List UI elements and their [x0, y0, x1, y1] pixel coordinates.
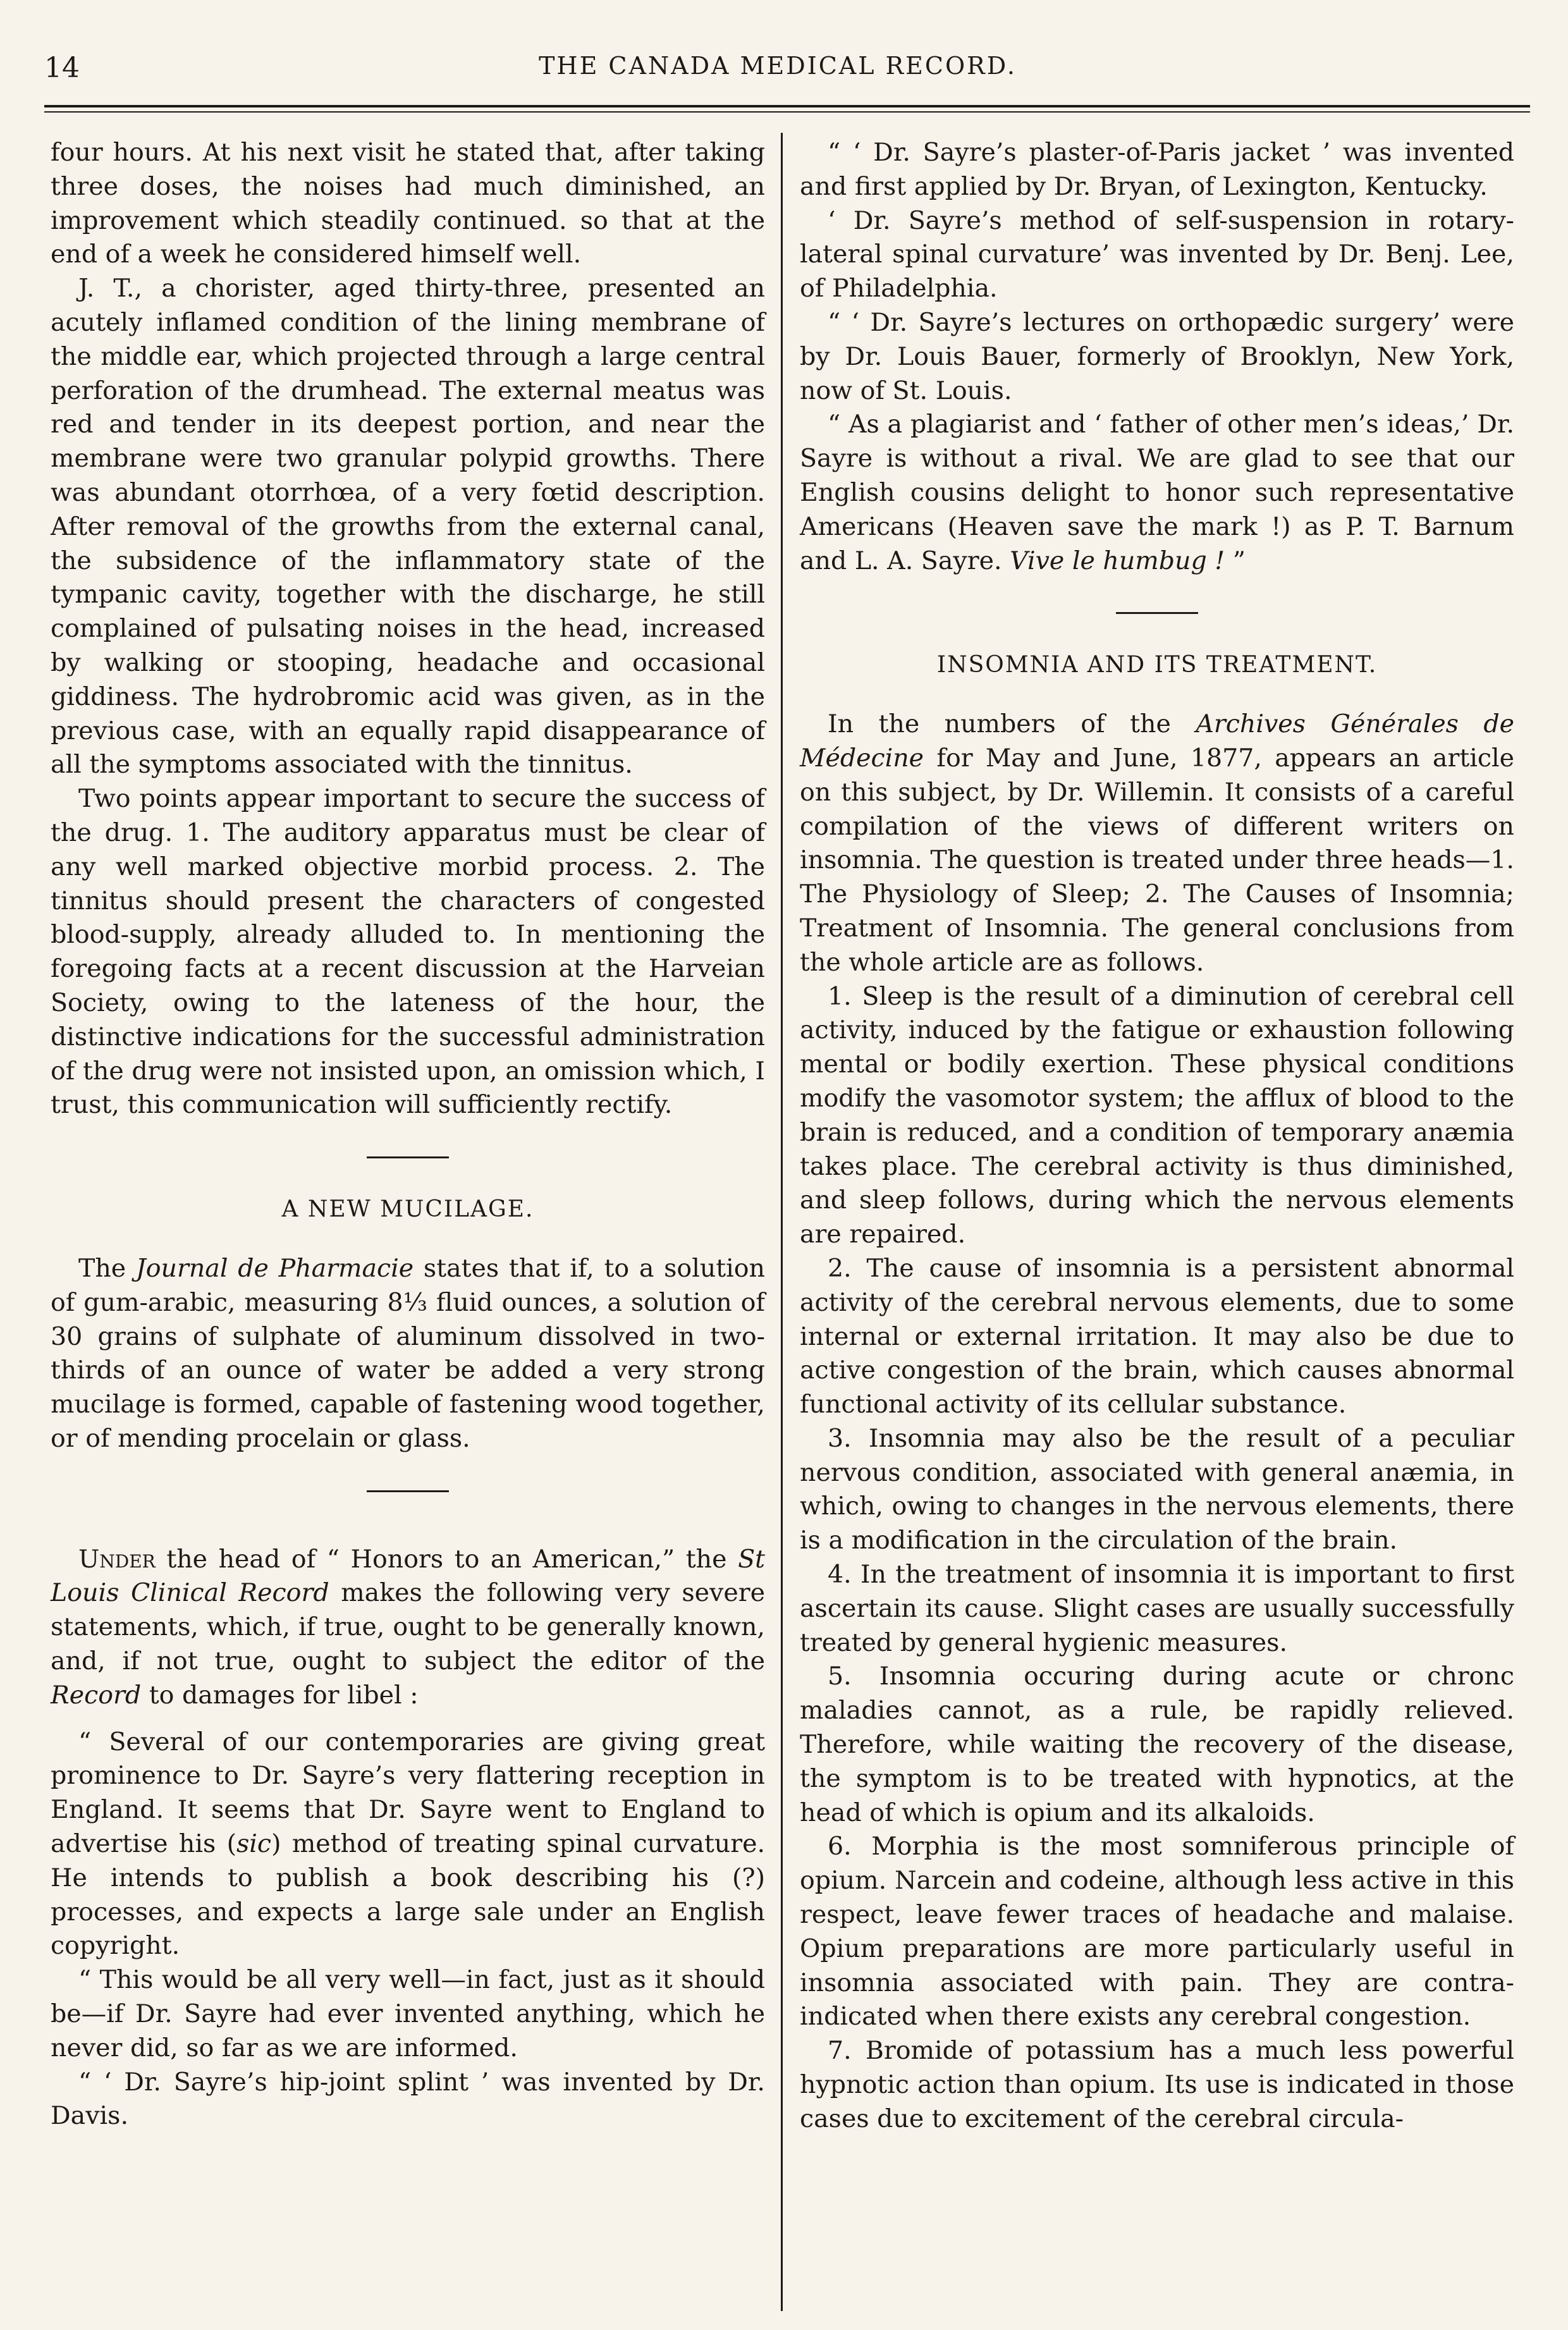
- left-column: [51, 136, 765, 2133]
- right-column: [800, 136, 1514, 2137]
- paragraph: J. T., a chorister, aged thirty-three, presented an acutely inflamed condition of the lining membrane of the middle ear, which projected through a large central perforation of the drumhead. The external meatus was red and tender in its deepest portion, and near the membrane were two granular polypid growths. There was abundant otorrhœa, of a very fœtid description. After removal of the growths from the external canal, the subsidence of the inflammatory state of the tympanic cavity, together with the discharge, he still complained of pulsating noises in the head, increased by walking or stooping, headache and occasional giddiness. The hydrobromic acid was given, as in the previous case, with an equally rapid disappearance of all the symptoms associated with the tinnitus.: [51, 274, 765, 780]
- quoted-paragraph: “ As a plagiarist and ‘ father of other men’s ideas,’ Dr. Sayre is without a rival. We are glad to see that our English cousins delight to honor such representative Americans (Heaven save the mark !) as P. T. Barnum and L. A. Sayre. Vive le humbug ! ”: [800, 410, 1514, 575]
- numbered-paragraph: 6. Morphia is the most somniferous principle of opium. Narcein and codeine, although less active in this respect, leave fewer traces of headache and malaise. Opium preparations are more particularly useful in insomnia associated with pain. They are contra-indicated when there exists any cerebral congestion.: [800, 1832, 1514, 2032]
- numbered-paragraph: 2. The cause of insomnia is a persistent abnormal activity of the cerebral nervous elements, due to some internal or external irritation. It may also be due to active congestion of the brain, which causes abnormal functional activity of its cellular substance.: [800, 1253, 1514, 1419]
- quoted-paragraph: “ ‘ Dr. Sayre’s hip-joint splint ’ was invented by Dr. Davis.: [51, 2067, 765, 2131]
- running-title: THE CANADA MEDICAL RECORD.: [539, 52, 1017, 80]
- journal-title: Journal de Pharmacie: [135, 1253, 414, 1283]
- quoted-paragraph: “ Several of our contemporaries are giving great prominence to Dr. Sayre’s very flattering reception in England. It seems that Dr. Sayre went to England to advertise his (sic) method of treating spinal curvature. He intends to publish a book describing his (?) processes, and expects a large sale under an English copyright.: [51, 1727, 765, 1961]
- numbered-paragraph: 3. Insomnia may also be the result of a peculiar nervous condition, associated with general anæmia, in which, owing to changes in the nervous elements, there is a modification in the circulation of the brain.: [800, 1423, 1514, 1555]
- column-divider: [781, 133, 783, 2311]
- section-heading-insomnia: INSOMNIA AND ITS TREATMENT.: [936, 652, 1378, 678]
- quoted-paragraph: “ ‘ Dr. Sayre’s plaster-of-Paris jacket ’ was invented and first applied by Dr. Bryan, of Lexington, Kentucky.: [800, 138, 1514, 201]
- lead-word: Under: [78, 1544, 156, 1574]
- paragraph: The Journal de Pharmacie states that if, to a solution of gum-arabic, measuring 8⅓ fluid ounces, a solution of 30 grains of sulphate of aluminum dissolved in two-thirds of an ounce of water be added a very strong mucilage is formed, capable of fastening wood together, or of mending procelain or glass.: [51, 1253, 766, 1453]
- page-header: [44, 52, 1511, 96]
- section-heading-mucilage: A NEW MUCILAGE.: [281, 1196, 534, 1223]
- header-rule-thick: [44, 105, 1530, 107]
- numbered-paragraph: 7. Bromide of potassium has a much less powerful hypnotic action than opium. Its use is indicated in those cases due to excitement of the cerebral circula-: [800, 2036, 1514, 2133]
- quoted-paragraph: ‘ Dr. Sayre’s method of self-suspension in rotary-lateral spinal curvature’ was invented by Dr. Benj. Lee, of Philadelphia.: [800, 205, 1514, 304]
- quoted-paragraph: “ This would be all very well—in fact, just as it should be—if Dr. Sayre had ever invented anything, which he never did, so far as we are informed.: [51, 1965, 765, 2063]
- numbered-paragraph: 4. In the treatment of insomnia it is important to first ascertain its cause. Slight cases are usually successfully treated by general hygienic measures.: [800, 1560, 1514, 1657]
- paragraph: In the numbers of the Archives Générales de Médecine for May and June, 1877, appears an article on this subject, by Dr. Willemin. It consists of a careful compilation of the views of different writers on insomnia. The question is treated under three heads—1. The Physiology of Sleep; 2. The Causes of Insomnia; Treatment of Insomnia. The general conclusions from the whole article are as follows.: [800, 709, 1514, 977]
- paragraph: Under the head of “ Honors to an American,” the St Louis Clinical Record makes the following very severe statements, which, if true, ought to be generally known, and, if not true, ought to subject the editor of the Record to damages for libel :: [51, 1544, 766, 1710]
- header-rule-thin: [44, 111, 1530, 113]
- numbered-paragraph: 5. Insomnia occuring during acute or chronc maladies cannot, as a rule, be rapidly relieved. Therefore, while waiting the recovery of the disease, the symptom is to be treated with hypnotics, at the head of which is opium and its alkaloids.: [800, 1662, 1514, 1827]
- numbered-paragraph: 1. Sleep is the result of a diminution of cerebral cell activity, induced by the fatigue or exhaustion following mental or bodily exertion. These physical conditions modify the vasomotor system; the afflux of blood to the brain is reduced, and a condition of temporary anæmia takes place. The cerebral activity is thus diminished, and sleep follows, during which the nervous elements are repaired.: [800, 981, 1514, 1249]
- paragraph: Two points appear important to secure the success of the drug. 1. The auditory apparatus must be clear of any well marked objective morbid process. 2. The tinnitus should present the characters of congested blood-supply, already alluded to. In mentioning the foregoing facts at a recent discussion at the Harveian Society, owing to the lateness of the hour, the distinctive indications for the successful administration of the drug were not insisted upon, an omission which, I trust, this communication will sufficiently rectify.: [51, 784, 765, 1120]
- page-number: 14: [44, 52, 80, 84]
- quoted-paragraph: “ ‘ Dr. Sayre’s lectures on orthopædic surgery’ were by Dr. Louis Bauer, formerly of Brooklyn, New York, now of St. Louis.: [800, 307, 1514, 405]
- paragraph: four hours. At his next visit he stated that, after taking three doses, the noises had much diminished, an improvement which steadily continued. so that at the end of a week he considered himself well.: [51, 138, 765, 269]
- journal-title: St Louis Clinical Record: [51, 1544, 765, 1608]
- journal-title: Archives Générales de Médecine: [800, 709, 1514, 773]
